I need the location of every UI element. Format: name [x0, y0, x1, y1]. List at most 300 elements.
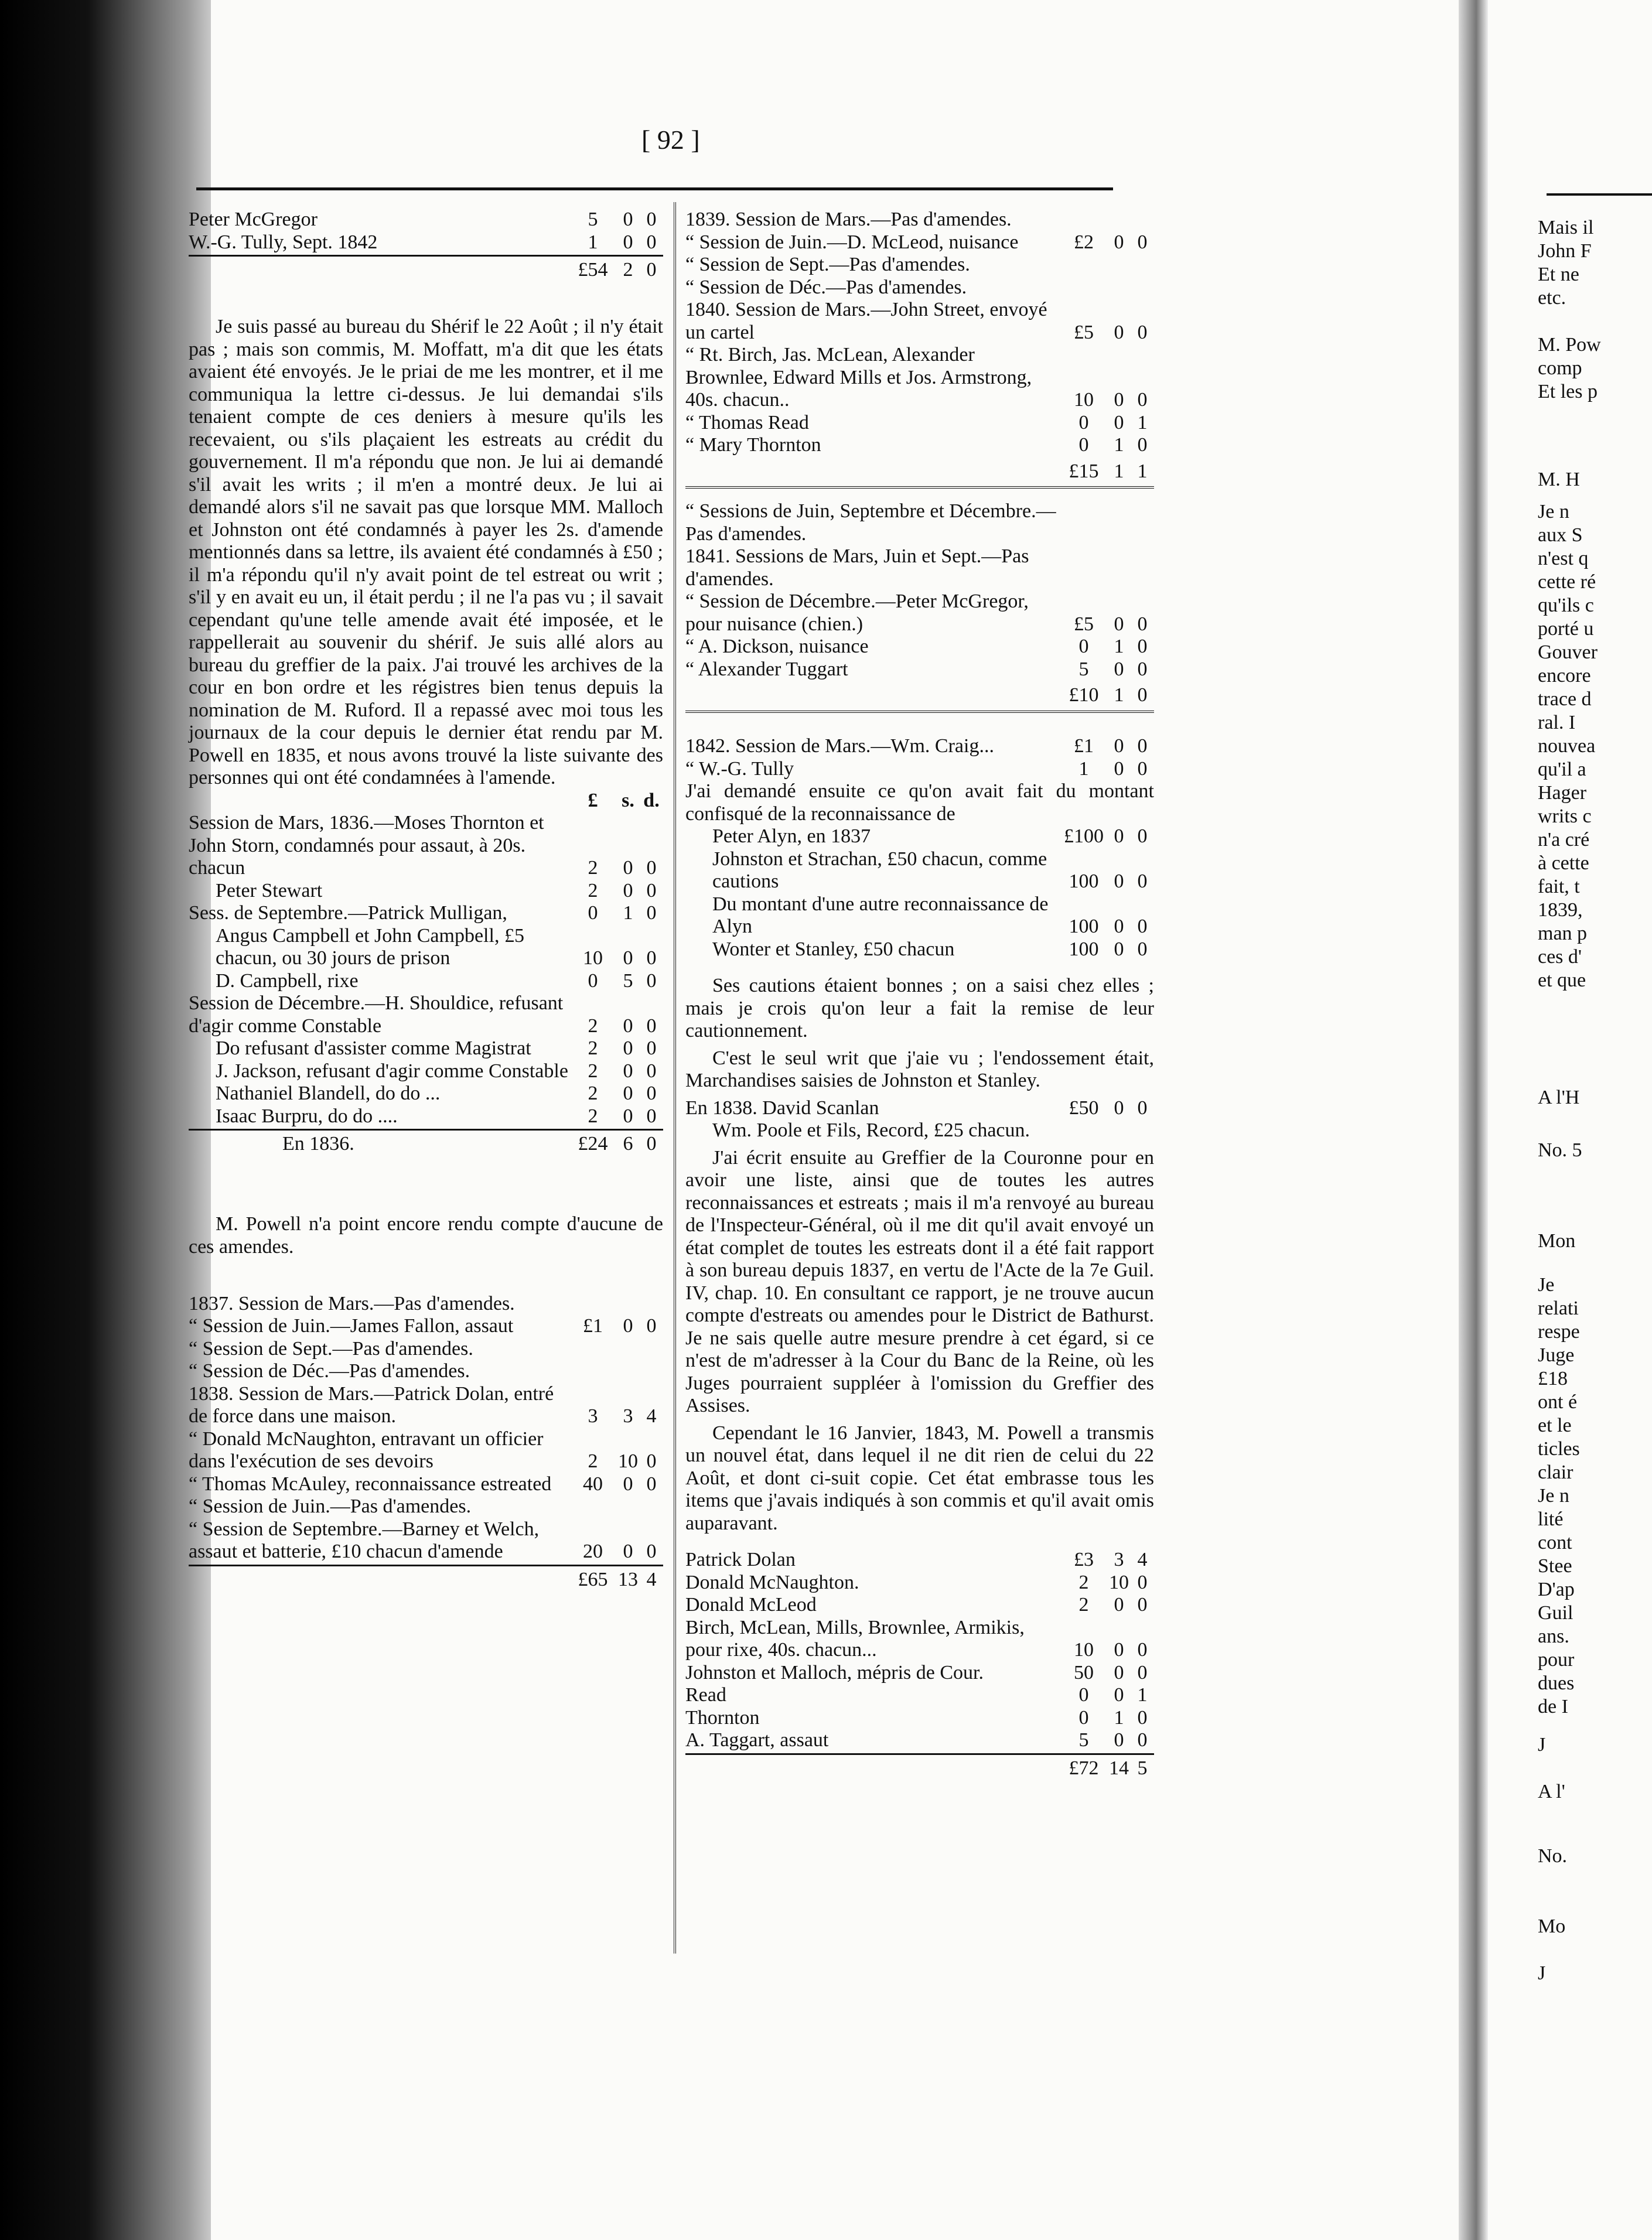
ledger-row-text: Session de Décembre.—H. Shouldice, refusant d'agir comme Constable [189, 992, 564, 1037]
next-page-line: relati [1538, 1297, 1579, 1319]
next-page-line: ticles [1538, 1438, 1580, 1460]
ledger-row-text: “ Mary Thornton [685, 434, 821, 456]
next-page-line: nouvea [1538, 735, 1596, 757]
amount-pence: 0 [1137, 636, 1148, 657]
ledger-row [685, 848, 1154, 893]
next-page-line: Mon [1538, 1230, 1576, 1252]
amount-pounds: 0 [1078, 1684, 1089, 1706]
amount-shillings: 0 [1114, 757, 1124, 780]
next-page-line: Hager [1538, 782, 1587, 804]
amount-pounds: 5 [588, 209, 598, 230]
ledger-row-text: Du montant d'une autre reconnaissance de Alyn [712, 893, 1049, 937]
next-page-line: ans. [1538, 1626, 1569, 1647]
amount-pence: 1 [1137, 411, 1148, 433]
ledger-row-text: Peter Stewart [216, 879, 323, 902]
next-page-line: n'est q [1538, 548, 1589, 569]
amount-pounds: 100 [1069, 916, 1099, 937]
amount-pence: 0 [1137, 1639, 1148, 1661]
amount-pence: 0 [1137, 1594, 1148, 1616]
amount-pence: 0 [646, 1015, 657, 1037]
amount-shillings: 0 [1114, 825, 1124, 847]
amount-shillings: 0 [623, 947, 633, 969]
page-gutter [1459, 0, 1488, 2240]
amount-shillings: 10 [1109, 1571, 1129, 1593]
amount-pounds: 5 [1078, 658, 1089, 680]
ledger-row [189, 1518, 663, 1563]
amount-shillings: 0 [623, 231, 633, 253]
amount-pence: 0 [1137, 389, 1148, 411]
ledger-row [685, 276, 1154, 299]
ledger-row-text: Sess. de Septembre.—Patrick Mulligan, [189, 902, 507, 924]
next-page-line: clair [1538, 1462, 1574, 1483]
amount-pence: 0 [646, 1105, 657, 1127]
ledger-row [189, 1495, 663, 1518]
next-page-line: cont [1538, 1532, 1572, 1553]
amount-pounds: 10 [1074, 1639, 1094, 1661]
ledger-row-text: En 1838. David Scanlan [685, 1097, 879, 1119]
ledger-row-text: “ Session de Déc.—Pas d'amendes. [189, 1360, 470, 1382]
left-top-total [189, 255, 663, 282]
ledger-row-text: Patrick Dolan [685, 1549, 796, 1570]
final-list [685, 1549, 1154, 1752]
next-page-line: £18 [1538, 1368, 1568, 1389]
sheriff-paragraph: Je suis passé au bureau du Shérif le 22 Août ; il n'y était pas ; mais son commis, M. Moffatt, m'a dit que les états avaient été envoyés. Je le priai de me les montrer, et il me communiqua la lettre ci-dessus. Je lui demandai s'ils tenaient compte de ces deniers à mesure qu'ils les recevaient, ou s'ils plaçaient les estreats au crédit du gouvernement. Il m'a répondu que non. Je lui ai demandé s'il avait les writs ; il m'en a montré deux. Je lui ai demandé alors s'il ne savait pas que lorsque MM. Malloch et Johnston ont été condamnés à payer les 2s. d'amende mentionnés dans sa lettre, ils avaient été condamnés à £50 ; il m'a répondu qu'il n'y avait point de tel estreat ou writ ; s'il y en avait eu un, il était perdu ; il ne l'a pas vu ; il savait cependant qu'une telle amende avait été imposée, et le rappellerait au souvenir du shérif. Je suis allé alors au bureau du greffier de la paix. J'ai trouvé les archives de la cour en bon ordre et les régistres bien tenus depuis la nomination de M. Ruford. Il a repassé avec moi tous les journaux de la cour depuis le dernier état rendu par M. Powell en 1835, et nous avons trouvé la liste suivante des personnes qui ont été condamnées à l'amende. [189, 316, 663, 788]
amount-shillings: 3 [1114, 1549, 1124, 1570]
amount-pounds: 0 [588, 969, 598, 992]
ledger-row [685, 254, 1154, 276]
ledger-row [685, 1729, 1154, 1752]
amount-pence: 0 [1137, 613, 1148, 635]
amount-pence: 0 [1137, 1661, 1148, 1684]
ledger-row-text: “ Thomas Read [685, 411, 809, 433]
next-page-line: Gouver [1538, 641, 1598, 663]
amount-shillings: 1 [1114, 460, 1124, 482]
amount-shillings: 1 [1114, 636, 1124, 657]
amount-pounds: 0 [1078, 411, 1089, 433]
amount-pounds: 2 [1078, 1571, 1089, 1593]
ledger-row [685, 344, 1154, 412]
amount-pounds: 1 [1078, 757, 1089, 780]
amount-shillings: 0 [1114, 1684, 1124, 1706]
next-page-line: Mais il [1538, 217, 1594, 238]
right-column [685, 209, 1154, 1780]
ledger-row-text: Donald McNaughton. [685, 1571, 859, 1593]
next-page-line: respe [1538, 1321, 1580, 1343]
list-1841 [685, 500, 1154, 681]
ledger-row-text: “ Thomas McAuley, reconnaissance estreated [189, 1473, 552, 1495]
amount-pounds: 2 [588, 1450, 598, 1472]
amount-pounds: £5 [1074, 321, 1094, 343]
amount-shillings: 1 [623, 902, 633, 924]
ledger-row-text: “ A. Dickson, nuisance [685, 636, 869, 657]
ledger-row [189, 925, 663, 970]
next-page-line: A l' [1538, 1781, 1565, 1802]
amount-pounds: 0 [1078, 1706, 1089, 1729]
amount-pounds: 0 [588, 902, 598, 924]
ledger-row [685, 636, 1154, 658]
ledger-row-text: “ Session de Sept.—Pas d'amendes. [189, 1337, 473, 1360]
ledger-row-text: Johnston et Strachan, £50 chacun, comme cautions [712, 848, 1047, 892]
ledger-row [685, 1684, 1154, 1707]
next-page-line: et le [1538, 1415, 1572, 1436]
ledger-row-text: Thornton [685, 1706, 760, 1729]
next-page-line: M. Pow [1538, 334, 1601, 356]
amount-shillings: 5 [623, 969, 633, 992]
list-1842 [685, 735, 1154, 780]
amount-shillings: 0 [1114, 389, 1124, 411]
ledger-row-text: “ Session de Juin.—D. McLeod, nuisance [685, 231, 1019, 253]
ledger-row-text: A. Taggart, assaut [685, 1729, 829, 1751]
amount-shillings: 3 [623, 1405, 633, 1427]
ledger-row [189, 812, 663, 880]
page-number: [ 92 ] [641, 125, 700, 155]
ledger-row [189, 880, 663, 903]
next-page-line: de I [1538, 1696, 1568, 1717]
amount-pounds: 3 [588, 1405, 598, 1427]
next-page-line: dues [1538, 1672, 1575, 1694]
amount-pence: 0 [646, 1541, 657, 1562]
ledger-row [685, 938, 1154, 961]
amount-shillings: 0 [1114, 1661, 1124, 1684]
ledger-row-text: 1839. Session de Mars.—Pas d'amendes. [685, 209, 1012, 230]
amount-pounds: £100 [1064, 825, 1104, 847]
amount-pence: 0 [1137, 1571, 1148, 1593]
ledger-row [189, 1037, 663, 1060]
amount-shillings: 0 [623, 1060, 633, 1082]
next-page-line: etc. [1538, 287, 1566, 309]
amount-pence: 1 [1137, 460, 1148, 482]
column-separator [674, 202, 676, 1954]
ledger-row-text: J. Jackson, refusant d'agir comme Constable [216, 1060, 568, 1082]
amount-shillings: 0 [1114, 658, 1124, 680]
ledger-row [189, 1105, 663, 1128]
ledger-row-text: “ Session de Juin.—Pas d'amendes. [189, 1495, 472, 1517]
amount-shillings: 0 [623, 1541, 633, 1562]
header-rule [196, 187, 1113, 190]
next-page-line: trace d [1538, 688, 1592, 710]
amount-shillings: 1 [1114, 434, 1124, 456]
amount-pence: 0 [646, 1473, 657, 1495]
ledger-row [189, 1360, 663, 1383]
amount-shillings: 10 [618, 1450, 638, 1472]
ledger-row-text: 1841. Sessions de Mars, Juin et Sept.—Pas d'amendes. [685, 545, 1029, 590]
ledger-row-text: “ W.-G. Tully [685, 757, 794, 780]
ledger-row-text: Do refusant d'assister comme Magistrat [216, 1037, 531, 1059]
amount-pounds: £54 [578, 259, 608, 281]
amount-shillings: 1 [1114, 1706, 1124, 1729]
ledger-row-text: 1842. Session de Mars.—Wm. Craig... [685, 735, 994, 757]
ledger-row-text: Isaac Burpru, do do .... [216, 1105, 398, 1127]
ledger-row [685, 412, 1154, 435]
amount-pounds: £10 [1069, 684, 1099, 706]
amount-pence: 0 [646, 1315, 657, 1337]
amount-pence: 0 [1137, 916, 1148, 937]
greffier-paragraph: J'ai écrit ensuite au Greffier de la Couronne pour en avoir une liste, ainsi que de toutes les autres reconnaissances et estreats ; mais il m'a renvoyé au bureau de l'Inspecteur-Général, où il me dit qu'il avait envoyé un état complet de toutes les estreats dont il a été fait rapport à son bureau depuis 1837, en vertu de l'Acte de la 7e Guil. IV, chap. 10. En consultant ce rapport, je ne trouve aucun compte d'estreats ou amendes pour le District de Bathurst. Je ne sais quelle autre mesure prendre à cet égard, si ce n'est de m'adresser à la Cour du Banc de la Reine, où les Juges pourraient suppléer à l'omission du Greffier des Assises. [685, 1146, 1154, 1416]
amount-pounds: 2 [588, 1015, 598, 1037]
amount-pence: 0 [646, 1083, 657, 1104]
ledger-row [685, 545, 1154, 590]
amount-pence: 0 [1137, 1097, 1148, 1119]
ledger-row-text: Peter Alyn, en 1837 [712, 825, 871, 847]
amount-pence: 0 [646, 947, 657, 969]
amount-pence: 0 [1137, 735, 1148, 757]
amount-shillings: 0 [1114, 1729, 1124, 1751]
amount-shillings: 0 [1114, 1594, 1124, 1616]
amount-pounds: 100 [1069, 870, 1099, 892]
ledger-row-text: “ Alexander Tuggart [685, 658, 848, 680]
next-page-line: M. H [1538, 469, 1580, 490]
ledger-row-text: 1838. Session de Mars.—Patrick Dolan, entré de force dans une maison. [189, 1382, 554, 1427]
ledger-row [685, 500, 1154, 545]
ledger-row [189, 992, 663, 1037]
amount-column-headers [189, 790, 663, 812]
amount-shillings: 0 [1114, 938, 1124, 960]
amount-shillings: 2 [623, 259, 633, 281]
amount-pounds: 10 [1074, 389, 1094, 411]
next-page-line: J [1538, 1734, 1546, 1756]
amount-shillings: 0 [623, 1473, 633, 1495]
ledger-row [685, 590, 1154, 636]
total-1836 [189, 1129, 663, 1156]
ledger-row-text: “ Session de Déc.—Pas d'amendes. [685, 276, 967, 298]
ledger-row [189, 1428, 663, 1473]
amount-pence: 0 [646, 969, 657, 992]
ledger-row [685, 1617, 1154, 1662]
ledger-row [685, 434, 1154, 457]
amount-shillings: 14 [1109, 1757, 1129, 1779]
amount-pounds: £72 [1069, 1757, 1099, 1779]
ledger-row [685, 299, 1154, 344]
ledger-row-text: “ Session de Décembre.—Peter McGregor, pour nuisance (chien.) [685, 590, 1029, 635]
left-top-rows [189, 209, 663, 254]
next-page-line: writs c [1538, 805, 1592, 827]
ledger-row [189, 1473, 663, 1496]
amount-pounds: 20 [583, 1541, 603, 1562]
recognizance-rows [685, 825, 1154, 961]
amount-shillings: 0 [1114, 1097, 1124, 1119]
amount-shillings: 0 [1114, 735, 1124, 757]
ledger-row-text: D. Campbell, rixe [216, 969, 359, 992]
amount-pence: d. [643, 789, 660, 811]
next-page-line: Je [1538, 1274, 1555, 1296]
amount-pounds: 2 [588, 1105, 598, 1127]
next-page-line: Et ne [1538, 264, 1579, 285]
next-page-line: Mo [1538, 1915, 1566, 1937]
next-page-line: ces d' [1538, 946, 1582, 968]
next-page-line: John F [1538, 240, 1592, 262]
ledger-row [189, 1060, 663, 1083]
amount-pence: 0 [1137, 1706, 1148, 1729]
next-page-line: lité [1538, 1508, 1564, 1530]
amount-pence: 0 [1137, 434, 1148, 456]
book-spine-edge [0, 0, 211, 2240]
amount-pounds: £ [588, 789, 598, 811]
amount-pounds: 100 [1069, 938, 1099, 960]
next-page-line: ont é [1538, 1391, 1578, 1413]
amount-pence: 0 [1137, 757, 1148, 780]
ledger-row [189, 1383, 663, 1428]
amount-pounds: 2 [588, 1083, 598, 1104]
amount-shillings: 0 [623, 209, 633, 230]
writ-paragraph: C'est le seul writ que j'aie vu ; l'endossement était, Marchandises saisies de Johnston et Stanley. [685, 1047, 1154, 1091]
amount-shillings: 0 [623, 1083, 633, 1104]
amount-pence: 0 [646, 1037, 657, 1059]
amount-shillings: 0 [623, 1015, 633, 1037]
amount-shillings: 0 [623, 857, 633, 879]
amount-pence: 0 [646, 1450, 657, 1472]
next-page-line: pour [1538, 1649, 1575, 1671]
amount-pounds: £1 [583, 1315, 603, 1337]
final-total [685, 1753, 1154, 1780]
left-column [189, 209, 663, 1591]
amount-shillings: 0 [623, 1037, 633, 1059]
ledger-row-text: Session de Mars, 1836.—Moses Thornton et John Storn, condamnés pour assaut, à 20s. chacun [189, 812, 544, 879]
amount-shillings: 6 [623, 1133, 633, 1155]
amount-pounds: £3 [1074, 1549, 1094, 1570]
amount-shillings: 0 [1114, 231, 1124, 253]
amount-shillings: 0 [1114, 321, 1124, 343]
ledger-row [685, 1594, 1154, 1617]
ledger-row-text: 1840. Session de Mars.—John Street, envoyé un cartel [685, 299, 1047, 343]
amount-pounds: 0 [1078, 636, 1089, 657]
amount-pounds: 1 [588, 231, 598, 253]
amount-shillings: 0 [623, 1105, 633, 1127]
amount-pence: 0 [1137, 825, 1148, 847]
amount-pounds: 5 [1078, 1729, 1089, 1751]
ledger-row [685, 1549, 1154, 1572]
ledger-row [685, 1572, 1154, 1594]
next-page-line: Guil [1538, 1602, 1574, 1624]
next-page-line: aux S [1538, 524, 1583, 546]
amount-pence: 4 [1137, 1549, 1148, 1570]
ledger-row-text: “ Rt. Birch, Jas. McLean, Alexander Brownlee, Edward Mills et Jos. Armstrong, 40s. chacun.. [685, 344, 1032, 411]
ledger-row [685, 1662, 1154, 1685]
next-page-line: à cette [1538, 852, 1589, 874]
ledger-row-text: Angus Campbell et John Campbell, £5 chacun, ou 30 jours de prison [216, 924, 524, 969]
total-1841 [685, 682, 1154, 713]
amount-pence: 0 [646, 231, 657, 253]
next-page-line: A l'H [1538, 1087, 1580, 1108]
ledger-row [685, 209, 1154, 231]
amount-pounds: 2 [588, 857, 598, 879]
next-page-line: fait, t [1538, 876, 1580, 897]
amount-pence: 0 [646, 209, 657, 230]
list-1837 [189, 1293, 663, 1563]
amount-pence: 0 [1137, 321, 1148, 343]
list-1839-1840 [685, 209, 1154, 457]
next-page-line: Juge [1538, 1344, 1575, 1366]
amount-pence: 0 [1137, 684, 1148, 706]
ledger-row-text: “ Session de Septembre.—Barney et Welch, assaut et batterie, £10 chacun d'amende [189, 1518, 540, 1562]
ledger-row-text: Donald McLeod [685, 1594, 817, 1616]
amount-shillings: 0 [1114, 1639, 1124, 1661]
amount-pence: 0 [646, 902, 657, 924]
amount-shillings: 0 [1114, 411, 1124, 433]
ledger-row [189, 1315, 663, 1338]
next-page-line: D'ap [1538, 1579, 1575, 1600]
amount-pounds: 2 [588, 1060, 598, 1082]
next-page-line: 1839, [1538, 899, 1583, 921]
total-1840 [685, 458, 1154, 489]
amount-pounds: £15 [1069, 460, 1099, 482]
next-page-line: No. [1538, 1845, 1568, 1867]
ledger-row [189, 1338, 663, 1361]
next-page-line: n'a cré [1538, 829, 1590, 851]
total-1837 [189, 1565, 663, 1592]
next-page-line: Je n [1538, 1485, 1569, 1507]
next-page-rule [1547, 193, 1652, 196]
ledger-row [685, 758, 1154, 781]
cependant-paragraph: Cependant le 16 Janvier, 1843, M. Powell a transmis un nouvel état, dans lequel il ne dit rien de celui du 22 Août, et dont ci-suit copie. Cet état embrasse tous les items que j'avais indiqués à son commis et qu'il avait omis auparavant. [685, 1422, 1154, 1534]
next-page-line: Et les p [1538, 381, 1598, 402]
amount-pence: 0 [1137, 231, 1148, 253]
next-page-line: Stee [1538, 1555, 1572, 1577]
amount-pounds: £50 [1069, 1097, 1099, 1119]
ledger-row-text: “ Donald McNaughton, entravant un officier dans l'exécution de ses devoirs [189, 1428, 544, 1472]
next-page-line: porté u [1538, 618, 1594, 640]
amount-shillings: 1 [1114, 684, 1124, 706]
amount-pounds: £65 [578, 1568, 608, 1590]
amount-pence: 0 [646, 1133, 657, 1155]
amount-pence: 4 [646, 1568, 657, 1590]
amount-shillings: 0 [1114, 916, 1124, 937]
ledger-row-text: “ Session de Juin.—James Fallon, assaut [189, 1315, 514, 1337]
ledger-row [685, 658, 1154, 681]
amount-pence: 0 [646, 879, 657, 902]
amount-shillings: 0 [623, 879, 633, 902]
next-page-line: qu'ils c [1538, 595, 1594, 616]
next-page-line: Je n [1538, 501, 1569, 523]
amount-shillings: 0 [623, 1315, 633, 1337]
amount-pounds: £1 [1074, 735, 1094, 757]
ledger-row [189, 231, 663, 254]
ledger-row [685, 1707, 1154, 1730]
ledger-row-text: “ Session de Sept.—Pas d'amendes. [685, 254, 970, 275]
ledger-row-text: W.-G. Tully, Sept. 1842 [189, 231, 378, 253]
amount-shillings: 13 [618, 1568, 638, 1590]
amount-pounds: £2 [1074, 231, 1094, 253]
recognizance-intro: J'ai demandé ensuite ce qu'on avait fait du montant confisqué de la reconnaissance de [685, 780, 1154, 825]
amount-pence: 4 [646, 1405, 657, 1427]
amount-pounds: £24 [578, 1133, 608, 1155]
list-1836 [189, 812, 663, 1128]
ledger-row-text: Johnston et Malloch, mépris de Cour. [685, 1661, 984, 1684]
ledger-row-text: 1837. Session de Mars.—Pas d'amendes. [189, 1292, 515, 1314]
ledger-row [685, 1097, 1154, 1120]
amount-pence: 0 [1137, 870, 1148, 892]
amount-pounds: £5 [1074, 613, 1094, 635]
next-page-line: J [1538, 1962, 1546, 1984]
amount-pence: 0 [646, 1060, 657, 1082]
ledger-row [685, 825, 1154, 848]
total-1836-label: En 1836. [282, 1133, 354, 1155]
amount-pence: 1 [1137, 1684, 1148, 1706]
amount-pounds: 10 [583, 947, 603, 969]
amount-pounds: 0 [1078, 434, 1089, 456]
amount-pounds: 50 [1074, 1661, 1094, 1684]
amount-pence: 0 [646, 259, 657, 281]
ledger-row [189, 970, 663, 993]
next-page-line: qu'il a [1538, 759, 1586, 780]
amount-pence: 0 [1137, 1729, 1148, 1751]
ledger-row [685, 735, 1154, 758]
next-page-line: man p [1538, 923, 1588, 944]
amount-pence: 5 [1137, 1757, 1148, 1779]
ledger-row-text: Peter McGregor [189, 209, 318, 230]
ledger-row [685, 893, 1154, 938]
ledger-row [685, 231, 1154, 254]
ledger-row [189, 209, 663, 231]
